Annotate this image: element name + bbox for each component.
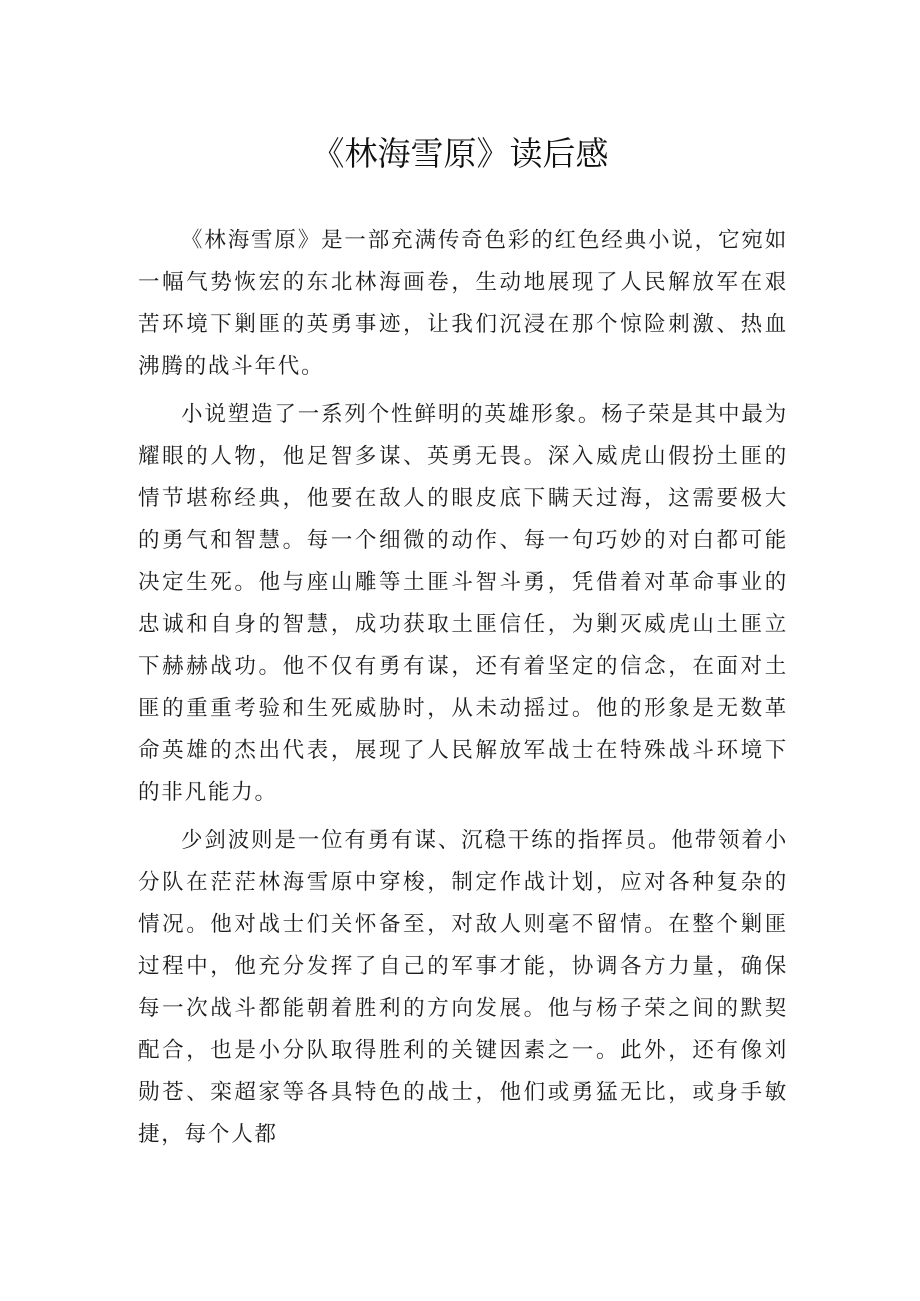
paragraph-shao-jianbo: 少剑波则是一位有勇有谋、沉稳干练的指挥员。他带领着小分队在茫茫林海雪原中穿梭，制定作战计划，应对各种复杂的情况。他对战士们关怀备至，对敌人则毫不留情。在整个剿匪过程中，他充分发挥了自己的军事才能，协调各方力量，确保每一次战斗都能朝着胜利的方向发展。他与杨子荣之间的默契配合，也是小分队取得胜利的关键因素之一。此外，还有像刘勋苍、栾超家等各具特色的战士，他们或勇猛无比，或身手敏捷，每个人都 [138,828,788,1147]
document-title: 《林海雪原》读后感 [311,134,609,173]
document-body [138,220,788,1156]
paragraph-yang-zirong: 小说塑造了一系列个性鲜明的英雄形象。杨子荣是其中最为耀眼的人物，他足智多谋、英勇无畏。深入威虎山假扮土匪的情节堪称经典，他要在敌人的眼皮底下瞒天过海，这需要极大的勇气和智慧。每一个细微的动作、每一句巧妙的对白都可能决定生死。他与座山雕等土匪斗智斗勇，凭借着对革命事业的忠诚和自身的智慧，成功获取土匪信任，为剿灭威虎山土匪立下赫赫战功。他不仅有勇有谋，还有着坚定的信念，在面对土匪的重重考验和生死威胁时，从未动摇过。他的形象是无数革命英雄的杰出代表，展现了人民解放军战士在特殊战斗环境下的非凡能力。 [138,402,788,805]
paragraph-intro: 《林海雪原》是一部充满传奇色彩的红色经典小说，它宛如一幅气势恢宏的东北林海画卷，生动地展现了人民解放军在艰苦环境下剿匪的英勇事迹，让我们沉浸在那个惊险刺激、热血沸腾的战斗年代。 [138,228,788,379]
